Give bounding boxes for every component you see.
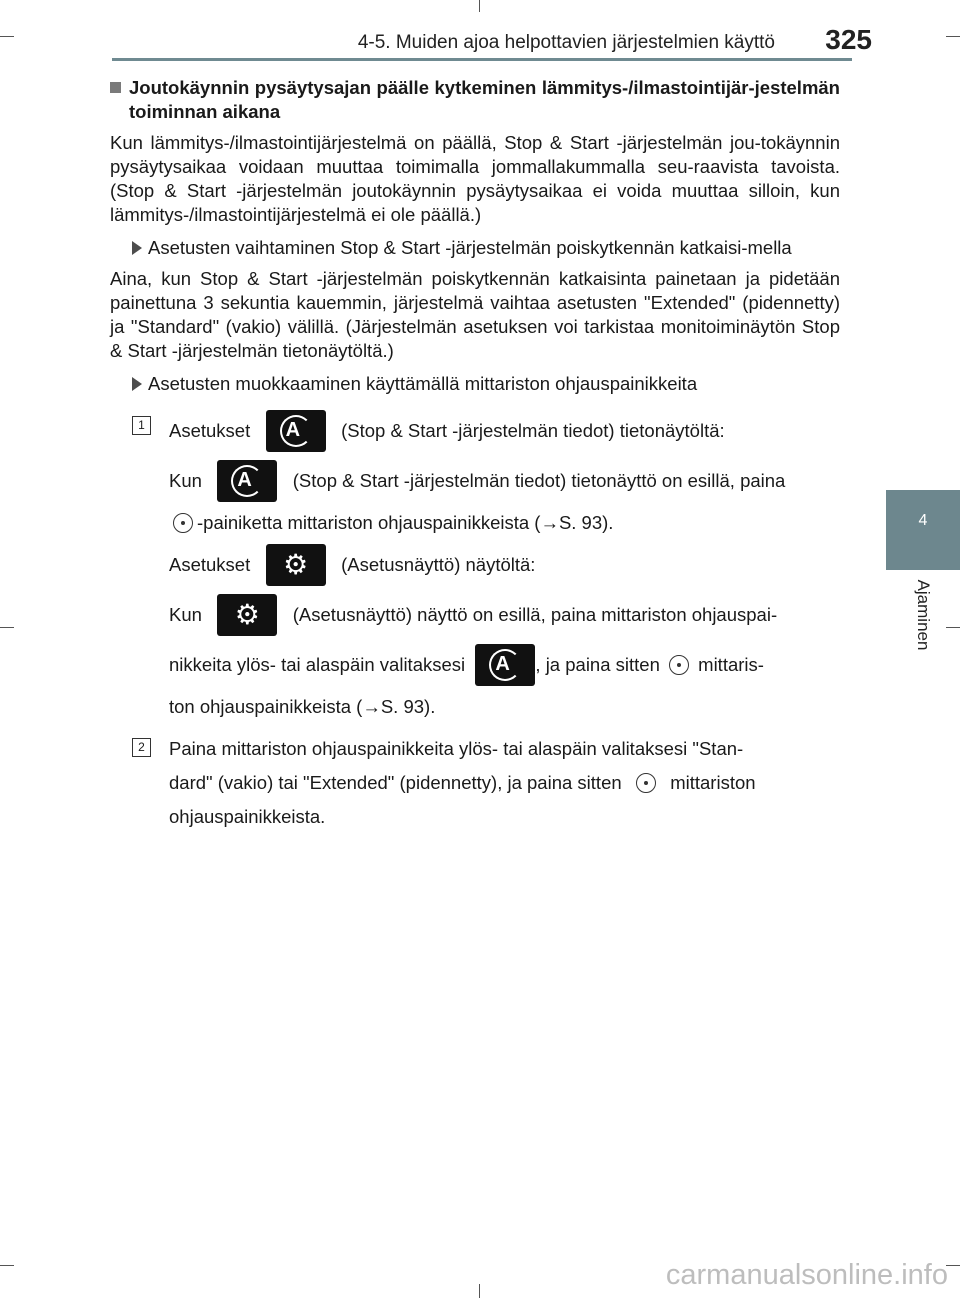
page-number: 325 xyxy=(825,24,872,55)
stop-start-info-icon xyxy=(475,644,535,686)
step-1 xyxy=(132,408,840,734)
step-number: 1 xyxy=(132,416,151,435)
step-text: Asetukset xyxy=(169,554,251,575)
bullet-heading: Asetusten muokkaaminen käyttämällä mittariston ohjauspainikkeita xyxy=(148,373,698,394)
step-text: mittariston xyxy=(670,772,756,793)
chapter-number: 4 xyxy=(918,512,928,529)
crop-mark xyxy=(0,1265,14,1266)
square-bullet-icon xyxy=(110,82,121,93)
step-text: dard" (vakio) tai "Extended" (pidennetty), ja paina sitten xyxy=(169,772,622,793)
stop-start-info-icon xyxy=(266,410,326,452)
stop-start-info-icon xyxy=(217,460,277,502)
step-text: ton ohjauspainikkeista (→S. 93). xyxy=(169,696,436,717)
step-text: Kun xyxy=(169,604,202,625)
step-line xyxy=(169,592,840,638)
step-text: Asetukset xyxy=(169,420,251,441)
step-text: , ja paina sitten xyxy=(535,654,660,675)
step-body xyxy=(169,734,840,836)
crop-mark xyxy=(479,0,480,12)
step-text: mittaris- xyxy=(698,654,764,675)
stop-start-letter: A xyxy=(237,469,252,491)
ok-button-icon xyxy=(173,513,193,533)
step-line xyxy=(169,508,840,538)
step-text: -painiketta mittariston ohjauspainikkeista (→S. 93). xyxy=(197,512,614,533)
ok-button-icon xyxy=(669,655,689,675)
step-text: (Asetusnäyttö) näyttö on esillä, paina mittariston ohjauspai- xyxy=(292,604,778,625)
step-text: (Stop & Start -järjestelmän tiedot) tietonäyttö on esillä, paina xyxy=(292,470,786,491)
stop-start-letter: A xyxy=(495,653,510,675)
stop-start-letter: A xyxy=(285,419,301,441)
bullet-paragraph: Aina, kun Stop & Start -järjestelmän poiskytkennän katkaisinta painetaan ja pidetään painettuna 3 sekuntia kauemmin, järjestelmä vaihtaa asetusten "Extended" (pidennetty) ja "Standard" (vakio) välillä. (Järjestelmän asetuksen voi tarkistaa monitoiminäytön Stop & Start -järjestelmän tietonäytöltä.) xyxy=(110,268,840,361)
step-line xyxy=(169,642,840,688)
step-text: nikkeita ylös- tai alaspäin valitaksesi xyxy=(169,654,466,675)
ok-button-icon xyxy=(636,773,656,793)
page-content xyxy=(110,76,840,836)
bullet-heading: Asetusten vaihtaminen Stop & Start -järjestelmän poiskytkennän katkaisi-mella xyxy=(148,237,792,258)
step-2 xyxy=(132,734,840,836)
triangle-bullet-icon xyxy=(132,377,142,391)
step-number: 2 xyxy=(132,738,151,757)
watermark: carmanualsonline.info xyxy=(665,1259,948,1291)
bullet-item xyxy=(132,236,840,260)
step-line xyxy=(169,408,840,454)
crop-mark xyxy=(479,1284,480,1298)
intro-paragraph: Kun lämmitys-/ilmastointijärjestelmä on päällä, Stop & Start -järjestelmän jou-tokäynnin pysäytysaikaa voidaan muuttaa toimimalla jommallakummalla seu-raavista tavoista. (Stop & Start -järjestelmän joutokäynnin pysäytysaikaa ei voida muuttaa silloin, kun lämmitys-/ilmastointijärjestelmä ei ole päällä.) xyxy=(110,132,840,225)
section-heading-text: Joutokäynnin pysäytysajan päälle kytkeminen lämmitys-/ilmastointijär-jestelmän toiminnan aikana xyxy=(129,77,840,122)
step-text: (Stop & Start -järjestelmän tiedot) tietonäytöltä: xyxy=(341,420,725,441)
step-line xyxy=(169,768,840,798)
bullet-item xyxy=(132,372,840,396)
step-line xyxy=(169,734,840,764)
triangle-bullet-icon xyxy=(132,241,142,255)
step-line xyxy=(169,802,840,832)
crop-mark xyxy=(0,36,14,37)
step-line xyxy=(169,692,840,722)
chapter-tab xyxy=(886,490,960,570)
step-text: Paina mittariston ohjauspainikkeita ylös- tai alaspäin valitaksesi "Stan- xyxy=(169,738,744,759)
chapter-label xyxy=(875,578,960,652)
step-body xyxy=(169,408,840,734)
settings-gear-icon: ⚙ xyxy=(217,594,277,636)
crop-mark xyxy=(0,627,14,628)
chapter-label-text: Ajaminen xyxy=(914,579,933,651)
settings-gear-icon: ⚙ xyxy=(266,544,326,586)
step-line xyxy=(169,458,840,504)
step-line xyxy=(169,542,840,588)
header-divider xyxy=(112,58,852,61)
step-text: (Asetusnäyttö) näytöltä: xyxy=(341,554,536,575)
section-heading xyxy=(110,76,840,124)
crop-mark xyxy=(946,1265,960,1266)
crop-mark xyxy=(946,36,960,37)
header-section-title: 4-5. Muiden ajoa helpottavien järjestelmien käyttö xyxy=(357,32,775,53)
step-text: Kun xyxy=(169,470,202,491)
step-text: ohjauspainikkeista. xyxy=(169,806,326,827)
